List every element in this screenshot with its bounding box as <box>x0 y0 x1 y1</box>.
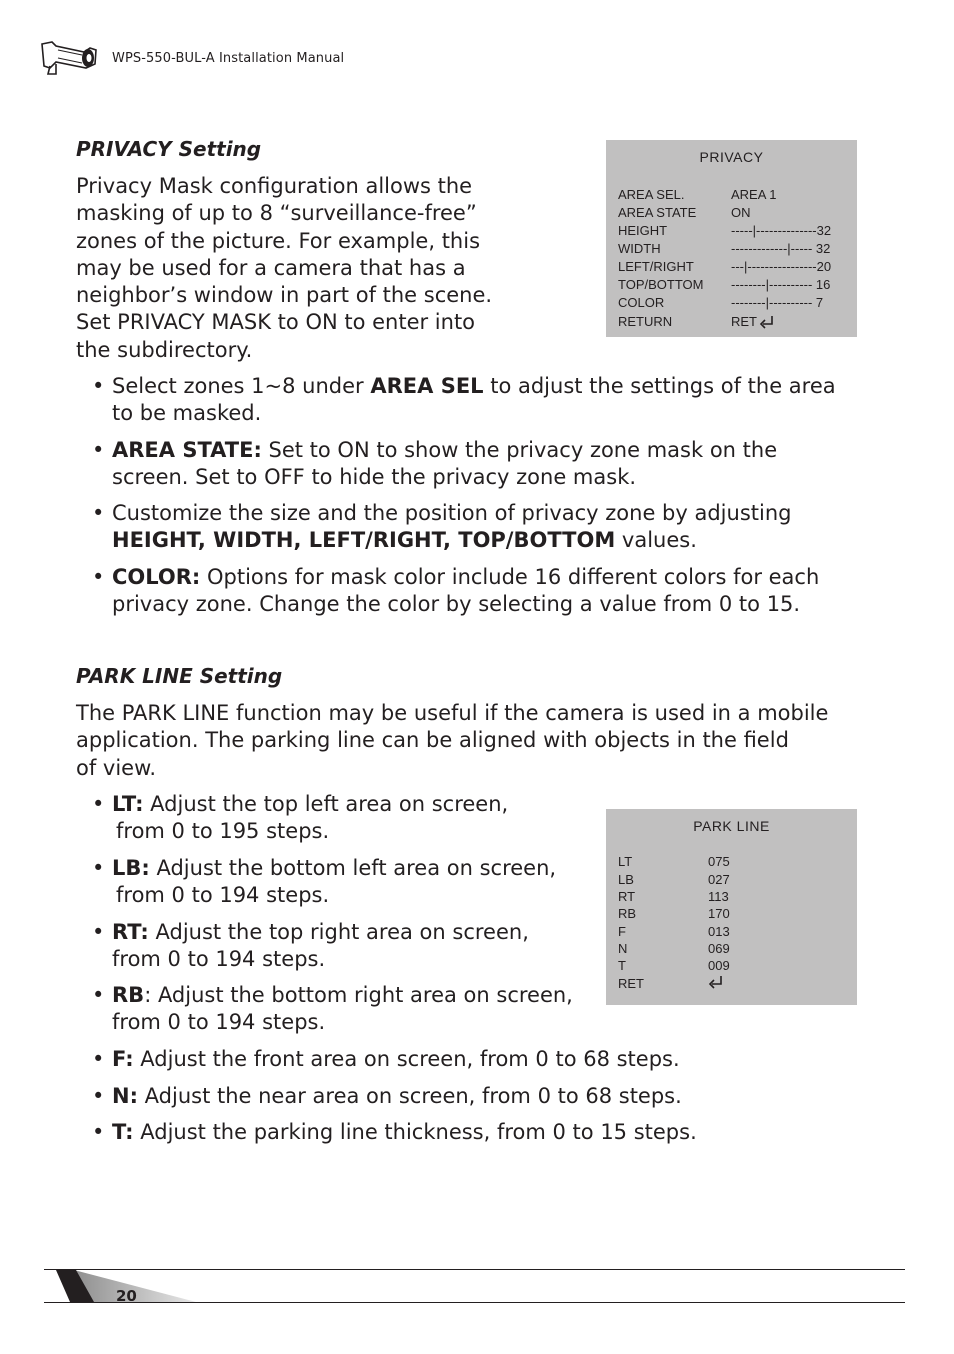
parkline-bullet-lt <box>92 791 592 846</box>
return-icon <box>759 315 775 329</box>
privacy-intro-line: neighbor’s window in part of the scene. <box>76 283 493 308</box>
bullet-text: Set to ON to show the privacy zone mask on the <box>261 438 778 462</box>
menu-row-label: LEFT/RIGHT <box>618 259 694 274</box>
parkline-bullet-rt <box>92 919 592 974</box>
bullet-text: to adjust the settings of the area <box>483 374 836 398</box>
bullet-dot: • <box>92 438 105 462</box>
parkline-menu-row <box>618 941 847 959</box>
parkline-menu-row <box>618 889 847 907</box>
footer-rule-bottom <box>44 1302 905 1303</box>
bullet-dot: • <box>92 565 105 589</box>
parkline-section-title: PARK LINE Setting <box>76 664 283 688</box>
bullet-text: values. <box>615 528 697 553</box>
bullet-text: Customize the size and the position of privacy zone by adjusting <box>112 501 792 525</box>
bullet-bold: COLOR: <box>112 565 201 589</box>
privacy-menu-row <box>618 223 847 241</box>
privacy-menu-row <box>618 314 847 332</box>
parkline-menu-panel <box>606 809 857 1005</box>
menu-row-value: AREA 1 <box>731 187 777 202</box>
bullet-text: Options for mask color include 16 different colors for each <box>200 565 820 589</box>
privacy-section-title: PRIVACY Setting <box>76 137 262 161</box>
menu-row-label: TOP/BOTTOM <box>618 277 704 292</box>
bullet-text: privacy zone. Change the color by selecting a value from 0 to 15. <box>112 592 801 617</box>
parkline-menu-row <box>618 924 847 942</box>
bullet-text: Adjust the front area on screen, from 0 to 68 steps. <box>133 1047 680 1071</box>
bullet-text: Adjust the near area on screen, from 0 to 68 steps. <box>137 1084 682 1108</box>
menu-row-value: RET <box>731 314 757 329</box>
bullet-text: from 0 to 194 steps. <box>112 947 326 972</box>
privacy-intro-line: masking of up to 8 “surveillance-free” <box>76 201 477 226</box>
menu-row-label: AREA SEL. <box>618 187 685 202</box>
menu-row-value: -----|--------------32 <box>731 223 832 238</box>
privacy-menu-row <box>618 277 847 295</box>
parkline-bullet-t <box>92 1119 872 1146</box>
parkline-intro-line: application. The parking line can be aligned with objects in the field <box>76 728 789 753</box>
bullet-bold: LT: <box>112 792 144 816</box>
bullet-bold: RT: <box>112 920 149 944</box>
bullet-bold: AREA STATE: <box>112 438 262 462</box>
menu-row-label: RETURN <box>618 314 673 329</box>
menu-row-label: COLOR <box>618 295 665 310</box>
parkline-bullet-f <box>92 1046 872 1073</box>
parkline-menu-title: PARK LINE <box>693 818 770 834</box>
privacy-bullet-size <box>92 500 872 555</box>
parkline-menu-row <box>618 976 847 994</box>
parkline-intro-line: The PARK LINE function may be useful if the camera is used in a mobile <box>76 701 829 725</box>
privacy-intro <box>76 173 492 364</box>
camera-icon <box>40 38 100 78</box>
menu-row-value: 170 <box>708 906 730 921</box>
menu-row-value: 069 <box>708 941 730 956</box>
bullet-dot: • <box>92 1084 105 1108</box>
bullet-dot: • <box>92 1047 105 1071</box>
bullet-text: to be masked. <box>112 401 262 426</box>
bullet-text: Adjust the bottom left area on screen, <box>149 856 557 880</box>
bullet-text: from 0 to 194 steps. <box>112 1010 326 1035</box>
menu-row-value: 027 <box>708 872 730 887</box>
menu-row-label: RB <box>618 906 637 921</box>
menu-row-value: 013 <box>708 924 730 939</box>
privacy-intro-line: the subdirectory. <box>76 337 253 362</box>
menu-row-label: LB <box>618 872 634 887</box>
bullet-dot: • <box>92 920 105 944</box>
privacy-menu-row <box>618 295 847 313</box>
bullet-bold: LB: <box>112 856 150 880</box>
bullet-dot: • <box>92 856 105 880</box>
privacy-menu-row <box>618 259 847 277</box>
bullet-text: from 0 to 194 steps. <box>116 883 330 908</box>
page-number: 20 <box>116 1287 137 1305</box>
privacy-intro-line: Privacy Mask configuration allows the <box>76 174 473 198</box>
header-title: WPS-550-BUL-A Installation Manual <box>112 51 345 66</box>
privacy-menu-row <box>618 241 847 259</box>
privacy-bullet-color <box>92 564 872 619</box>
bullet-bold: RB <box>112 983 145 1007</box>
privacy-menu-row <box>618 205 847 223</box>
menu-row-value: ---|----------------20 <box>731 259 832 274</box>
menu-row-label: RT <box>618 889 636 904</box>
parkline-intro <box>76 700 828 782</box>
privacy-menu-title: PRIVACY <box>699 149 764 165</box>
menu-row-label: LT <box>618 854 633 869</box>
menu-row-label: N <box>618 941 628 956</box>
menu-row-label: T <box>618 958 626 973</box>
menu-row-label: RET <box>618 976 644 991</box>
parkline-menu-row <box>618 854 847 872</box>
menu-row-value: --------|---------- 7 <box>731 295 824 310</box>
bullet-bold: F: <box>112 1047 134 1071</box>
menu-row-label: AREA STATE <box>618 205 697 220</box>
parkline-bullet-n <box>92 1083 872 1110</box>
bullet-text: : Adjust the bottom right area on screen, <box>144 983 573 1007</box>
menu-row-value: 075 <box>708 854 730 869</box>
bullet-text: from 0 to 195 steps. <box>116 819 330 844</box>
parkline-bullet-rb <box>92 982 592 1037</box>
menu-row-label: WIDTH <box>618 241 661 256</box>
bullet-dot: • <box>92 501 105 525</box>
bullet-bold: N: <box>112 1084 138 1108</box>
menu-row-label: HEIGHT <box>618 223 668 238</box>
menu-row-value: 009 <box>708 958 730 973</box>
menu-row-value: 113 <box>708 889 729 904</box>
bullet-text: screen. Set to OFF to hide the privacy zone mask. <box>112 465 637 490</box>
parkline-menu-row <box>618 872 847 890</box>
bullet-text: Select zones 1~8 under <box>112 374 371 398</box>
privacy-intro-line: may be used for a camera that has a <box>76 255 466 280</box>
parkline-menu-row <box>618 958 847 976</box>
bullet-text: Adjust the top right area on screen, <box>148 920 529 944</box>
parkline-menu-row <box>618 906 847 924</box>
bullet-dot: • <box>92 983 105 1007</box>
privacy-intro-line: Set PRIVACY MASK to ON to enter into <box>76 310 476 335</box>
privacy-menu-row <box>618 187 847 205</box>
bullet-dot: • <box>92 374 105 398</box>
privacy-bullet-area-state <box>92 437 872 492</box>
privacy-bullet-area-sel <box>92 373 872 428</box>
bullet-bold: AREA SEL <box>370 374 484 398</box>
bullet-text: Adjust the top left area on screen, <box>143 792 509 816</box>
menu-row-value: -------------|----- 32 <box>731 241 831 256</box>
privacy-menu-panel <box>606 140 857 337</box>
bullet-text: Adjust the parking line thickness, from 0 to 15 steps. <box>133 1120 697 1144</box>
parkline-bullet-lb <box>92 855 592 910</box>
return-icon <box>708 975 724 989</box>
bullet-dot: • <box>92 792 105 816</box>
menu-row-value: ON <box>731 205 751 220</box>
bullet-dot: • <box>92 1120 105 1144</box>
privacy-intro-line: zones of the picture. For example, this <box>76 228 481 253</box>
menu-row-value: --------|---------- 16 <box>731 277 831 292</box>
bullet-bold: HEIGHT, WIDTH, LEFT/RIGHT, TOP/BOTTOM <box>112 528 616 553</box>
bullet-bold: T: <box>112 1120 134 1144</box>
menu-row-label: F <box>618 924 626 939</box>
parkline-intro-line: of view. <box>76 755 157 780</box>
